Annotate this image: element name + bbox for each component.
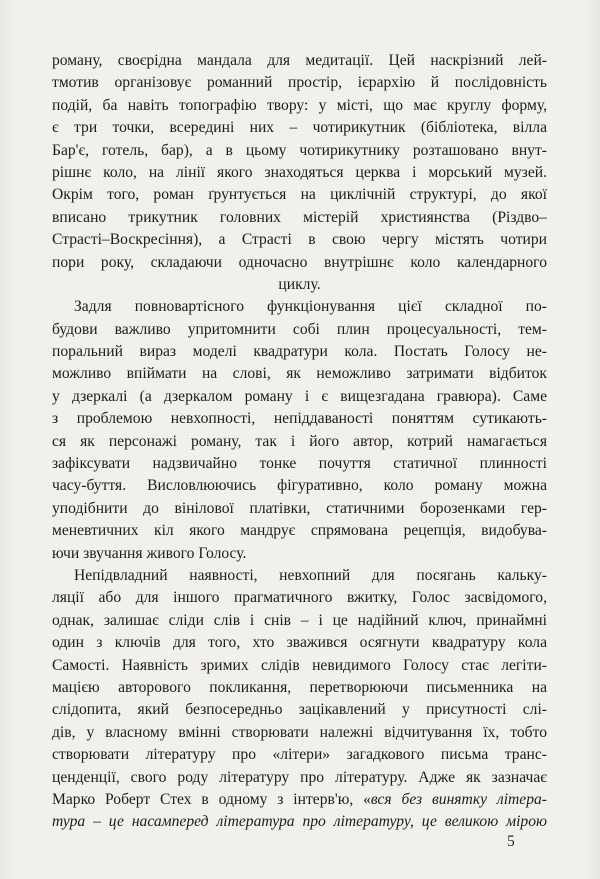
text-line: дів, у власному вмінні створювати належні відчитування їх, тобто <box>52 723 547 741</box>
text-line: є три точки, всередині них – чотирикутник (бібліотека, вілла <box>52 119 547 137</box>
text-line: роману, своєрідна мандала для медитації. Цей наскрізний лей- <box>52 52 547 69</box>
text-line: будови важливо упритомнити собі плин процесуальності, тем- <box>52 320 547 338</box>
text-line: ляції або для іншого прагматичного вжитку, Голос засвідомого, <box>52 589 547 607</box>
text-line: поральний вираз моделі квадратури кола. Постать Голосу не- <box>52 343 547 361</box>
text-line: мацією авторового покликання, перетворюючи письменника на <box>52 678 547 696</box>
paragraph-1 <box>52 50 547 296</box>
text-line: вписано трикутник головних містерій християнства (Різдво– <box>52 208 547 226</box>
text-line: у дзеркалі (а дзеркалом роману і є вищезгадана гравюра). Саме <box>52 387 547 405</box>
body-text <box>52 50 547 834</box>
text-line: тура – це насамперед література про літературу, це великою мірою <box>52 813 547 831</box>
text-line: можливо впіймати на слові, як неможливо затримати відбиток <box>52 365 547 383</box>
text-line: слідопита, який безпосередньо зацікавлений у присутності слі- <box>52 701 547 719</box>
text-line: тмотив організовує романний простір, ієрархію й послідовність <box>52 74 547 92</box>
text-line: зафіксувати надзвичайно тонке почуття статичної плинності <box>52 455 547 473</box>
text-line: меневтичних кіл якого мандрує спрямована рецепція, видобува- <box>52 522 547 540</box>
text-line: Марко Роберт Стех в одному з інтерв'ю, «вся без винятку літера- <box>52 790 547 808</box>
text-line: Страсті–Воскресіння), а Страсті в свою чергу містять чотири <box>52 231 547 249</box>
text-line: Задля повновартісного функціонування цієї складної по- <box>74 298 547 316</box>
text-line: ючи звучання живого Голосу. <box>52 544 247 562</box>
text-line: однак, залишає сліди слів і снів – і це надійний ключ, принаймні <box>52 611 547 629</box>
paragraph-3 <box>52 565 547 834</box>
text-line: часу-буття. Висловлюючись фігуративно, коло роману можна <box>52 477 547 495</box>
text-line: ценденції, свого роду літературу про літературу. Адже як зазначає <box>52 768 547 786</box>
text-line: з проблемою невхопності, непіддаваності поняттям сутикають- <box>52 410 547 428</box>
page-number: 5 <box>507 833 515 850</box>
text-line: пори року, складаючи одночасно внутрішнє коло календарного <box>52 253 547 271</box>
text-line: створювати літературу про «літери» загадкового письма транс- <box>52 746 547 764</box>
text-line: Бар'є, готель, бар), а в цьому чотирикутнику розташовано внут- <box>52 141 547 159</box>
paragraph-2 <box>52 296 547 565</box>
text-line: циклу. <box>278 275 321 293</box>
text-line: Непідвладний наявності, невхопний для посягань кальку- <box>74 566 547 584</box>
text-line: подій, ба навіть топографію твору: у місті, що має круглу форму, <box>52 96 547 114</box>
text-line: ся як персонажі роману, так і його автор, котрий намагається <box>52 432 547 450</box>
text-line: один з ключів для того, хто зважився осягнути квадратуру кола <box>52 634 547 652</box>
text-line: Самості. Наявність зримих слідів невидимого Голосу стає легіти- <box>52 656 547 674</box>
text-line: рішнє коло, на лінії якого знаходяться церква і морський музей. <box>52 163 547 181</box>
text-line: уподібнити до вінілової платівки, статичними борозенками гер- <box>52 499 547 517</box>
text-line: Окрім того, роман ґрунтується на циклічній структурі, до якої <box>52 186 547 204</box>
